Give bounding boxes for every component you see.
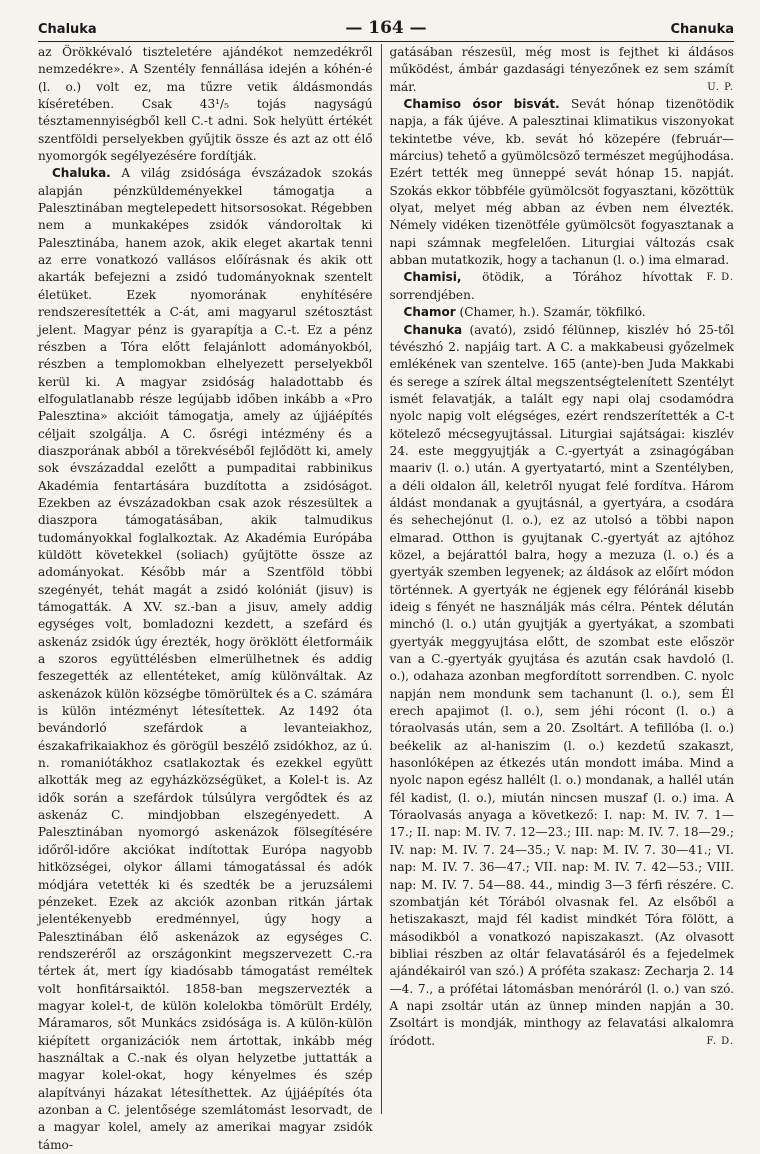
author-signature: F. D. xyxy=(706,1035,735,1047)
entry-term: Chaluka. xyxy=(52,166,111,181)
entry-chaluka xyxy=(38,165,373,1154)
entry-term: Chamiso ósor bisvát. xyxy=(403,97,560,112)
entry-text: Sevát hónap tizenötödik napja, a fák újéve. A palesztinai klimatikus viszonyokat tekintetbe véve, kb. sevát hó közepére (február—március) tehető a gyümölcsöző természet megújhodása. Ezért tették meg ünneppé sevát hónap 15. napját. Szokás ekkor többféle gyümölcsöt fogyasztani, közöttük olyat, melyet még abban az évben nem élvezték. Némely vidéken tizenötféle gyümölcsöt fogyasztanak a napi számnak megfelelően. Liturgiai változás csak abban mutatkozik, hogy a tachanun (l. o.) ima elmarad. xyxy=(389,97,735,268)
running-head-right: Chanuka xyxy=(670,22,734,37)
page-header xyxy=(38,18,734,40)
column-divider xyxy=(381,44,382,1114)
entry-text: A világ zsidósága évszázadok szokás alapján pénzküldeményekkel támogatja a Palesztinában megtelepedett hitsorsosokat. Régebben nem a munkaképes zsidók vándoroltak ki Palesztinába, hanem azok, akik eleget akartak tenni az erre vonatkozó vallásos előírásnak és akik ott akarták befejezni a zsidó tudományoknak szentelt életüket. Ezek nyomorának enyhítésére rendszeresítették a C-át, ami magyarul szétosztást jelent. Magyar pénz is gyarapítja a C.-t. Ez a pénz részben a Tóra előtt felajánlott adományokból, részben a templomokban elhelyezett perselyekből kerül ki. A magyar zsidóság haladottabb és elfogulatlanabb része legújabb időben inkább a «Pro Palesztina» akcióit támogatja, amely az újjáépítés céljait szolgálja. A C. ősrégi intézmény és a diaszporának abból a törekvéséből fejlődött ki, amely sok évszázaddal ezelőtt a pumpaditai rabbinikus Akadémia fentartására buzdította a zsidóságot. Ezekben az évszázadokban csak azok részesültek a diaszpora támogatásában, akik talmudikus tudományokkal foglalkoztak. Az Akadémia Európába küldött követekkel (soliach) gyűjtötte össze az adományokat. Később már a Szentföld többi szegényét, tehát magát a zsidó kolóniát (jisuv) is támogatták. A XV. sz.-ban a jisuv, amely addig egységes volt, bomladozni kezdett, a szefárd és askenáz zsidók úgy érezték, hogy öröklött életformáik a szoros együttélésben elmerülhetnek és addig feszegették az ellentéteket, amíg különváltak. Az askenázok külön községbe tömörültek és a C. számára is külön intézményt létesítettek. Az 1492 óta bevándorló szefárdok a levanteiakhoz, északafrikaiakhoz és görögül beszélő zsidókhoz, az ú. n. romaniótákhoz csatlakoztak és ezekkel együtt alkották meg az egyházközségüket, a Kolel-t is. Az idők során a szefárdok túlsúlyra vergődtek és az askenáz C. mindjobban elszegényedett. A Palesztinában nyomorgó askenázok fölsegítésére időről-időre akciókat indítottak Európa nagyobb hitközségei, olykor állami támogatással és adók módjára vetették ki és szedték be a jeruzsálemi pénzeket. Ezek az akciók azonban ritkán jártak jelentékenyebb eredménnyel, úgy hogy a Palesztinában élő askenázok az egységes C. rendszeréről az országonkint megszervezett C.-ra tértek át, mert így kiadósabb támogatást reméltek volt honfitársaiktól. 1858-ban megszervezték a magyar kolel-t, de külön kolelokba tömörült Erdély, Máramaros, sőt Munkács zsidósága is. A külön-külön kiépített organizációk nem ártottak, inkább még használtak a C.-nak és olyan helyzetbe juttatták a magyar kolel-okat, hogy kényelmes és szép alapítványi házakat létesíthettek. Az újjáépítés óta azonban a C. jelentősége szemlátomást lesorvadt, de a magyar kolel, amely az amerikai magyar zsidók támo- xyxy=(38,166,373,1152)
header-rule xyxy=(38,41,734,42)
right-column xyxy=(390,44,734,1154)
author-signature: U. P. xyxy=(707,81,735,93)
entry-term: Chamisi, xyxy=(403,270,462,285)
entry-chamisi xyxy=(390,269,734,304)
entry-text: (Chamer, h.). Szamár, tökfilkó. xyxy=(459,305,646,320)
author-signature: F. D. xyxy=(706,272,735,284)
text-columns xyxy=(38,44,734,1154)
entry-continuation xyxy=(390,44,734,96)
entry-term: Chamor xyxy=(403,305,456,320)
entry-text: gatásában részesül, még most is fejthet ki áldásos működést, ámbár gazdasági tényezőnek ez sem számít már. xyxy=(389,45,735,94)
page-number: — 164 — xyxy=(345,18,427,38)
left-column xyxy=(38,44,381,1154)
running-head-left: Chaluka xyxy=(38,22,97,37)
entry-term: Chanuka xyxy=(403,322,463,337)
entry-continuation: az Örökkévaló tiszteletére ajándékot nemzedékről nemzedékre». A Szentély fennállása idején a kóhén-é (l. o.) volt ez, ma tűzre vetik áldásmondás kíséretében. Csak 43¹/₅ tojás nagyságú tésztamennyiségből kell C.-t adni. Sok helyütt értékét szentföldi perselyekben gyűjtik össze és azt az ott élő nyomorgók segélyezésére fordítják. xyxy=(38,45,373,164)
entry-chamor xyxy=(390,304,734,321)
entry-text: (avató), zsidó félünnep, kiszlév hó 25-től tévészhó 2. napjáig tart. A C. a makkabeusi győzelmek emlékének van szentelve. 165 (ante)-ben Juda Makkabi és serege a szírek által megszentségtelenített Szentélyt ismét felavatják, a talált egy napi olaj csodamódra nyolc napig volt elégséges, ezért rendszerítették a C-t kötelező mécsegyujtással. Liturgiai sajátságai: kiszlév 24. este meggyujtják a C.-gyertyát a zsinagógában maariv (l. o.) után. A gyertyatartó, mint a Szentélyben, a déli oldalon áll, keletről nyugat felé fordítva. Három áldást mondanak a gyujtásnál, a gyertyára, a csodára és sehechejónut (l. o.), ez az utolsó a többi napon elmarad. Otthon is gyujtanak C.-gyertyát az ajtóhoz közel, a bejárattól balra, hogy a mezuza (l. o.) és a gyertyák szemben legyenek; az áldások az előírt módon történnek. A gyertyák ne égjenek egy félóránál kisebb ideig s fényét ne használják más célra. Péntek délután minchó (l. o.) után gyujtják a gyertyákat, a szombati gyertyák meggyujtása előtt, de szombat este először van a C.-gyertyák gyujtása és azután csak havdoló (l. o.), odahaza azonban megfordított sorrendben. C. nyolc napján nem mondunk sem tachanunt (l. o.), sem Él erech apajimot (l. o.), sem jéhi rócont (l. o.) a tóraolvasás után, sem a 20. Zsoltárt. A tefillóba (l. o.) beékelik az al-haniszim (l. o.) kezdetű szakaszt, hasonlóképen az étkezés után mondott imába. Mind a nyolc napon egész hallélt (l. o.) mondanak, a hallél után fél kadist, (l. o.), miután nincsen muszaf (l. o.) ima. A Tóraolvasás anyaga a következő: I. nap: M. IV. 7. 1—17.; II. nap: M. IV. 7. 12—23.; III. nap: M. IV. 7. 18—29.; IV. nap: M. IV. 7. 24—35.; V. nap: M. IV. 7. 30—41.; VI. nap: M. IV. 7. 36—47.; VII. nap: M. IV. 7. 42—53.; VIII. nap: M. IV. 7. 54—88. 44., mindig 3—3 férfi részére. C. szombatján két Tórából olvasnak fel. Az elsőből a hetiszakaszt, majd fél kadist mindkét Tóra fölött, a másodikból a vonatkozó napiszakaszt. (Az olvasott bibliai részben az oltár felavatásáról és a fejedelmek ajándékairól van szó.) A próféta szakasz: Zecharja 2. 14—4. 7., a prófétai látomásban menóráról (l. o.) van szó. A napi zsoltár után az ünnep minden napján a 30. Zsoltárt is mondják, minthogy az felavatási alkalomra íródott. xyxy=(389,322,735,1048)
entry-chanuka xyxy=(390,322,734,1050)
entry-text: ötödik, a Tórához hívottak sorrendjében. xyxy=(389,270,693,302)
